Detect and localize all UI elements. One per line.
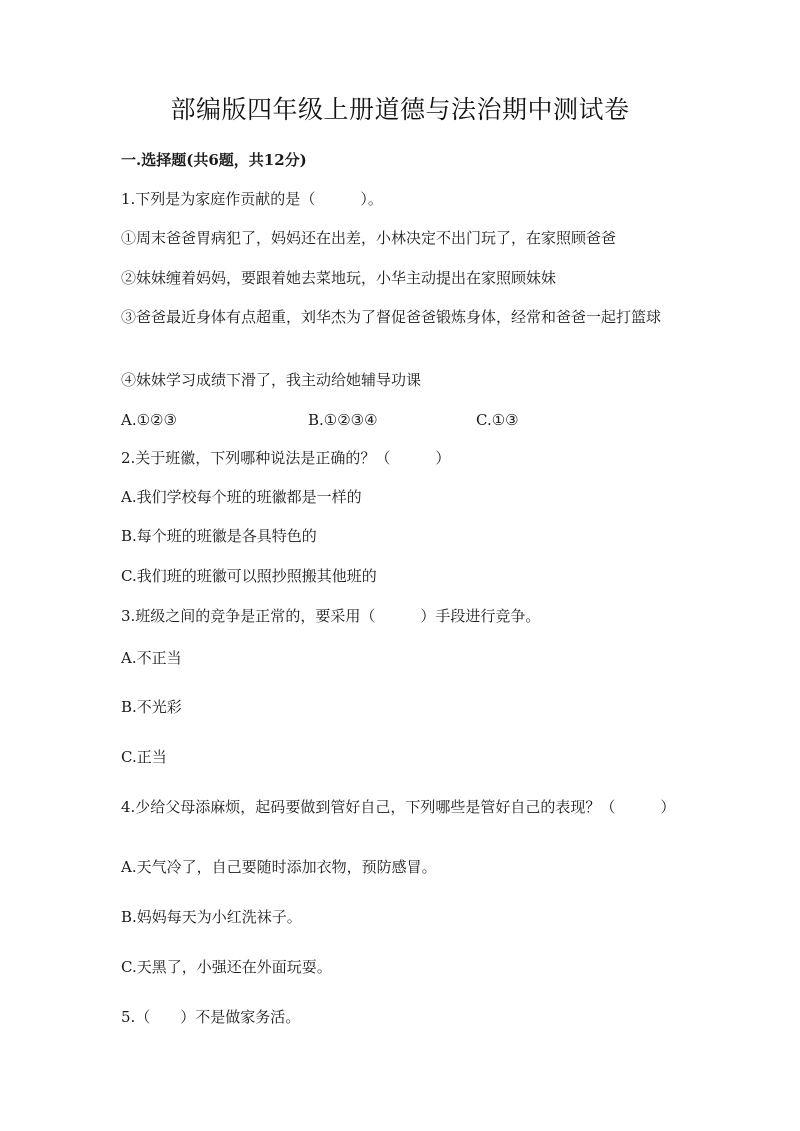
question-2-stem: 2.关于班徽，下列哪种说法是正确的？（ ） — [121, 449, 451, 467]
question-3-option-a[interactable]: A.不正当 — [121, 649, 182, 667]
question-2-option-c[interactable]: C.我们班的班徽可以照抄照搬其他班的 — [121, 567, 377, 585]
question-4-option-c[interactable]: C.天黑了，小强还在外面玩耍。 — [121, 958, 332, 976]
section-heading: 一.选择题(共6题，共12分) — [121, 151, 307, 169]
question-4-option-a[interactable]: A.天气冷了，自己要随时添加衣物，预防感冒。 — [121, 858, 437, 876]
question-1-option-a[interactable]: A.①②③ — [121, 411, 177, 429]
question-2-option-a[interactable]: A.我们学校每个班的班徽都是一样的 — [121, 488, 362, 506]
page-title: 部编版四年级上册道德与法治期中测试卷 — [170, 95, 630, 124]
question-3-stem: 3.班级之间的竞争是正常的，要采用（ ）手段进行竞争。 — [121, 607, 541, 625]
question-1-item-3: ③爸爸最近身体有点超重，刘华杰为了督促爸爸锻炼身体，经常和爸爸一起打篮球 — [121, 308, 662, 326]
question-5-stem: 5.（ ）不是做家务活。 — [121, 1008, 301, 1026]
question-1-item-1: ①周末爸爸胃病犯了，妈妈还在出差，小林决定不出门玩了，在家照顾爸爸 — [121, 229, 617, 247]
question-4-stem: 4.少给父母添麻烦，起码要做到管好自己，下列哪些是管好自己的表现？（ ） — [121, 798, 676, 816]
question-2-option-b[interactable]: B.每个班的班徽是各具特色的 — [121, 527, 317, 545]
question-3-option-c[interactable]: C.正当 — [121, 748, 167, 766]
question-4-option-b[interactable]: B.妈妈每天为小红洗袜子。 — [121, 908, 302, 926]
question-1-item-4: ④妹妹学习成绩下滑了，我主动给她辅导功课 — [121, 371, 422, 389]
question-1-item-2: ②妹妹缠着妈妈，要跟着她去菜地玩，小华主动提出在家照顾妹妹 — [121, 269, 557, 287]
question-1-option-b[interactable]: B.①②③④ — [308, 411, 378, 429]
question-1-option-c[interactable]: C.①③ — [476, 411, 519, 429]
question-3-option-b[interactable]: B.不光彩 — [121, 698, 182, 716]
question-1-stem: 1.下列是为家庭作贡献的是（ ）。 — [121, 190, 383, 208]
